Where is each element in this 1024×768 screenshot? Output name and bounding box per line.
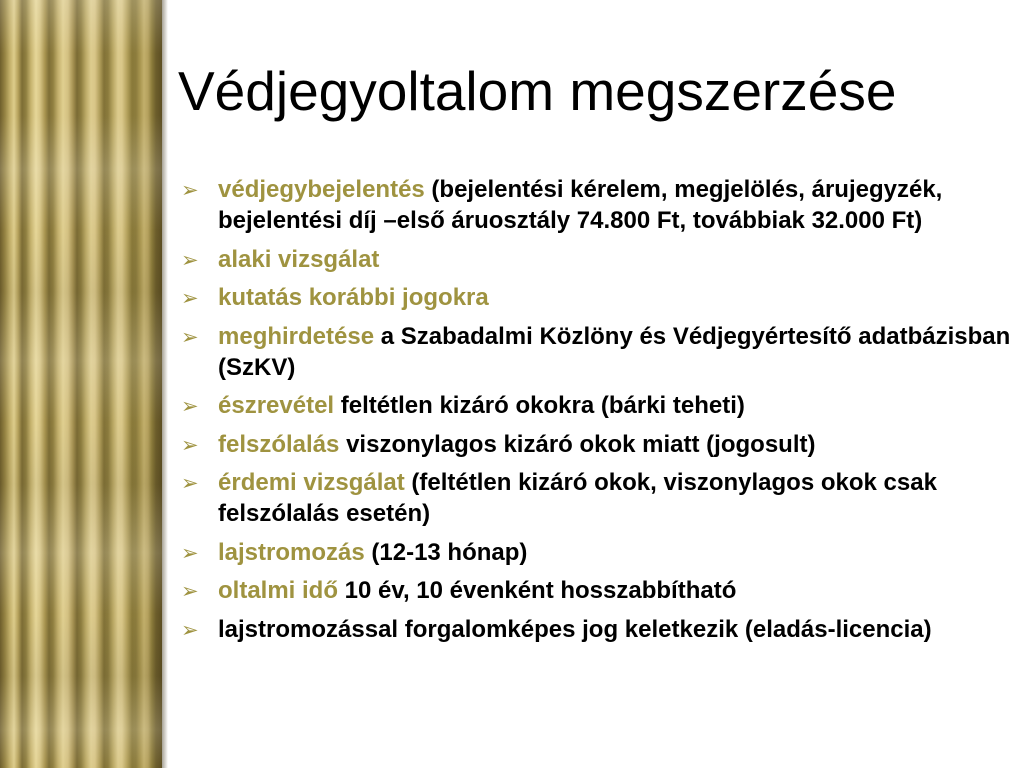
bullet-list xyxy=(181,174,1011,652)
bullet-item xyxy=(181,575,1011,606)
bullet-item xyxy=(181,537,1011,568)
bullet-text: (feltétlen kizáró okok, viszonylagos okok csak felszólalás esetén) xyxy=(218,469,937,527)
bullet-item xyxy=(181,390,1011,421)
bullet-highlight: kutatás korábbi jogokra xyxy=(218,284,489,311)
bullet-item xyxy=(181,321,1011,383)
arrowhead-right-icon: ➢ xyxy=(181,432,199,457)
bullet-item xyxy=(181,282,1011,313)
bullet-text: lajstromozással forgalomképes jog keletkezik (eladás-licencia) xyxy=(218,615,932,643)
bullet-highlight: meghirdetése xyxy=(218,322,375,350)
bullet-text: (bejelentési kérelem, megjelölés, árujegyzék, bejelentési díj –első áruosztály 74.800 Ft, továbbiak 32.000 Ft) xyxy=(218,176,943,234)
arrowhead-right-icon: ➢ xyxy=(181,394,199,418)
arrowhead-right-icon: ➢ xyxy=(181,471,199,495)
bullet-highlight: alaki vizsgálat xyxy=(218,245,380,273)
bullet-text: (12-13 hónap) xyxy=(364,538,528,566)
bullet-highlight: lajstromozás xyxy=(218,538,365,566)
bullet-text: 10 év, 10 évenként hosszabbítható xyxy=(338,577,737,604)
bullet-text: feltétlen kizáró okokra (bárki teheti) xyxy=(334,392,745,419)
bullet-highlight: oltalmi idő xyxy=(218,577,338,604)
bullet-highlight: észrevétel xyxy=(218,392,335,419)
arrowhead-right-icon: ➢ xyxy=(181,247,199,272)
bullet-highlight: védjegybejelentés xyxy=(218,176,425,203)
arrowhead-right-icon: ➢ xyxy=(181,324,199,349)
slide-title: Védjegyoltalom megszerzése xyxy=(178,60,897,122)
border-shadow xyxy=(162,0,168,768)
bullet-highlight: érdemi vizsgálat xyxy=(218,469,405,496)
bullet-item xyxy=(181,429,1011,460)
arrowhead-right-icon: ➢ xyxy=(181,579,199,603)
gold-pillar-border xyxy=(0,0,162,768)
arrowhead-right-icon: ➢ xyxy=(181,286,199,310)
bullet-highlight: felszólalás xyxy=(218,430,340,458)
arrowhead-right-icon: ➢ xyxy=(181,178,199,202)
bullet-item xyxy=(181,467,1011,529)
bullet-item xyxy=(181,174,1011,236)
arrowhead-right-icon: ➢ xyxy=(181,617,199,642)
bullet-text: a Szabadalmi Közlöny és Védjegyértesítő adatbázisban (SzKV) xyxy=(218,322,1011,381)
bullet-text: viszonylagos kizáró okok miatt (jogosult) xyxy=(339,430,816,458)
arrowhead-right-icon: ➢ xyxy=(181,540,199,565)
bullet-item xyxy=(181,614,1011,645)
bullet-item xyxy=(181,244,1011,275)
